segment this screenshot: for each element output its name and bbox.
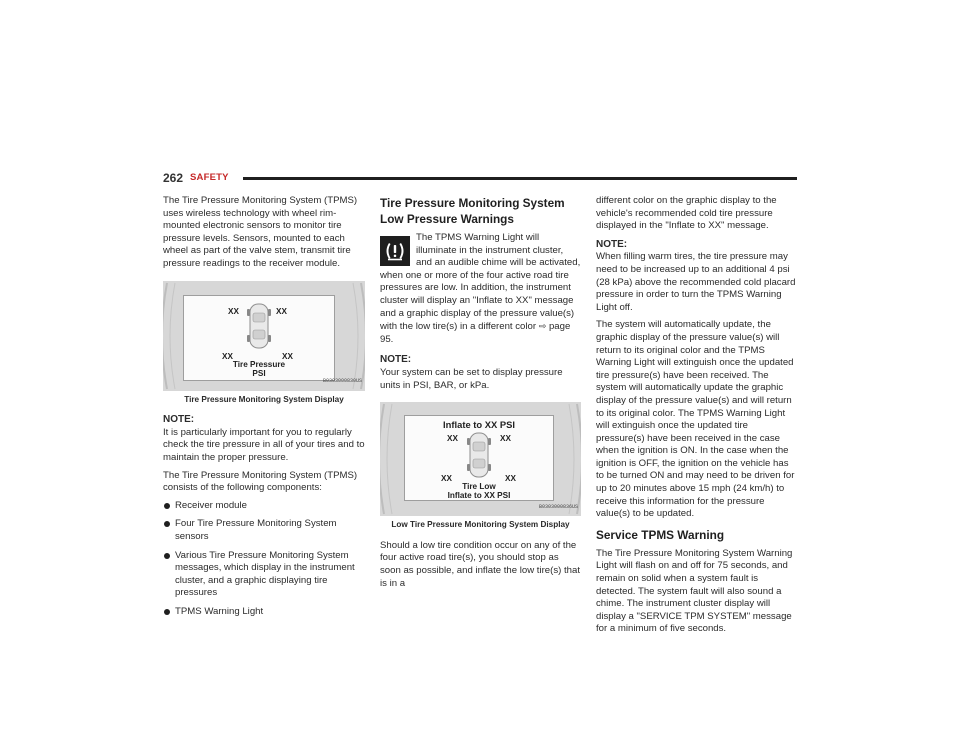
tire-value-front-left: XX	[447, 434, 458, 444]
bullet-dot	[164, 553, 170, 559]
continued-paragraph: different color on the graphic display to the vehicle's recommended cold tire pressure displayed in the "Inflate to XX" message.	[596, 195, 777, 232]
cluster-screen	[183, 295, 335, 381]
page-number: 262	[163, 171, 184, 185]
header-rule	[243, 177, 797, 180]
intro-paragraph: The Tire Pressure Monitoring System (TPMS) uses wireless technology with wheel rim-mounted electronic sensors to monitor tire pressure levels. Sensors, mounted to each wheel as part of the valve stem, transmit tire pressure readings to the receiver module.	[163, 195, 358, 269]
note-text: When filling warm tires, the tire pressure may need to be increased up to an additional 4 psi (28 kPa) above the recommended cold placard pressure in order to turn the TPMS Warning Light off.	[596, 251, 796, 313]
tire-value-rear-right: XX	[505, 474, 516, 484]
warning-text: The TPMS Warning Light will illuminate in the instrument cluster, and an audible chime will be activated, when one or more of the four active road tire pressures are low. In addition, the instrument cluster will display an "Inflate to XX" message and a graphic display of the pressure value(s) with the low tire(s) in a different color	[380, 232, 581, 333]
bullet-dot	[164, 609, 170, 615]
note-text: Your system can be set to display pressure units in PSI, BAR, or kPa.	[380, 366, 563, 391]
note-label: NOTE:	[380, 354, 412, 366]
list-item: Various Tire Pressure Monitoring System messages, which display in the instrument cluster, and a graphic displaying tire pressures	[163, 550, 365, 600]
bullet-dot	[164, 521, 170, 527]
tpms-display-figure	[163, 281, 365, 391]
tire-value-rear-right: XX	[282, 351, 293, 361]
tire-value-front-left: XX	[228, 306, 239, 316]
components-intro: The Tire Pressure Monitoring System (TPMS) consists of the following components:	[163, 469, 358, 494]
cluster-screen	[404, 415, 554, 501]
note-label: NOTE:	[596, 238, 628, 250]
list-item: TPMS Warning Light	[163, 606, 365, 619]
display-unit: PSI	[252, 368, 266, 378]
figure-code: B0303000836US	[538, 503, 578, 510]
column-1	[163, 195, 365, 624]
column-3	[596, 195, 798, 641]
warning-paragraph	[380, 232, 581, 346]
figure-code: B0303000830US	[322, 377, 362, 384]
section-title: SAFETY	[190, 172, 229, 183]
page-ref-link[interactable]: page 95.	[380, 321, 571, 345]
figure-caption: Tire Pressure Monitoring System Display	[184, 394, 344, 404]
list-item: Four Tire Pressure Monitoring System sensors	[163, 518, 365, 543]
figure-caption: Low Tire Pressure Monitoring System Display	[391, 520, 570, 530]
page-header	[163, 171, 797, 187]
list-item: Receiver module	[163, 500, 365, 513]
tire-value-rear-left: XX	[222, 351, 233, 361]
tire-low-label: Tire Low	[462, 482, 496, 492]
bullet-dot	[164, 503, 170, 509]
tire-value-front-right: XX	[500, 434, 511, 444]
service-tpms-heading: Service TPMS Warning	[596, 527, 725, 542]
display-title: Tire Pressure	[232, 359, 286, 369]
components-list	[163, 500, 365, 619]
tire-value-rear-left: XX	[441, 474, 452, 484]
column-2	[380, 195, 581, 595]
note-text: It is particularly important for you to regularly check the tire pressure in all of your tires and to maintain the proper pressure.	[163, 426, 365, 463]
service-paragraph: The Tire Pressure Monitoring System Warning Light will flash on and off for 75 seconds, and remain on solid when a system fault is detected. The system fault will also sound a chime. The instrument cluster display will display a "SERVICE TPM SYSTEM" message for a minimum of five seconds.	[596, 547, 793, 635]
tpms-warning-icon	[380, 236, 410, 266]
update-paragraph: The system will automatically update, the graphic display of the pressure value(s) will return to its original color and the TPMS Warning Light will extinguish once the updated tire pressure(s) have been received. The system will automatically update the graphic display of the pressure value(s) and will return to its original color. The TPMS Warning Light will extinguish once the updated tire pressure(s) have been received in the case when the ignition is ON. In the case when the ignition is OFF, the ignition on the vehicle has to be turned ON and may need to be driven for up to 20 minutes above 15 mph (24 km/h) to receive this information for the pressure value(s) to be updated.	[596, 319, 795, 520]
low-tire-display-figure	[380, 402, 581, 516]
tire-value-front-right: XX	[276, 306, 287, 316]
inflate-label: Inflate to XX PSI	[447, 491, 511, 501]
low-pressure-heading: Tire Pressure Monitoring System Low Pressure Warnings	[380, 196, 565, 226]
page-ref-arrow: ⇨	[538, 321, 547, 332]
note-label: NOTE:	[163, 414, 195, 426]
inflate-message: Inflate to XX PSI	[443, 419, 515, 431]
low-tire-paragraph: Should a low tire condition occur on any of the four active road tire(s), you should stop as soon as possible, and inflate the low tire(s) that is in a	[380, 539, 580, 589]
